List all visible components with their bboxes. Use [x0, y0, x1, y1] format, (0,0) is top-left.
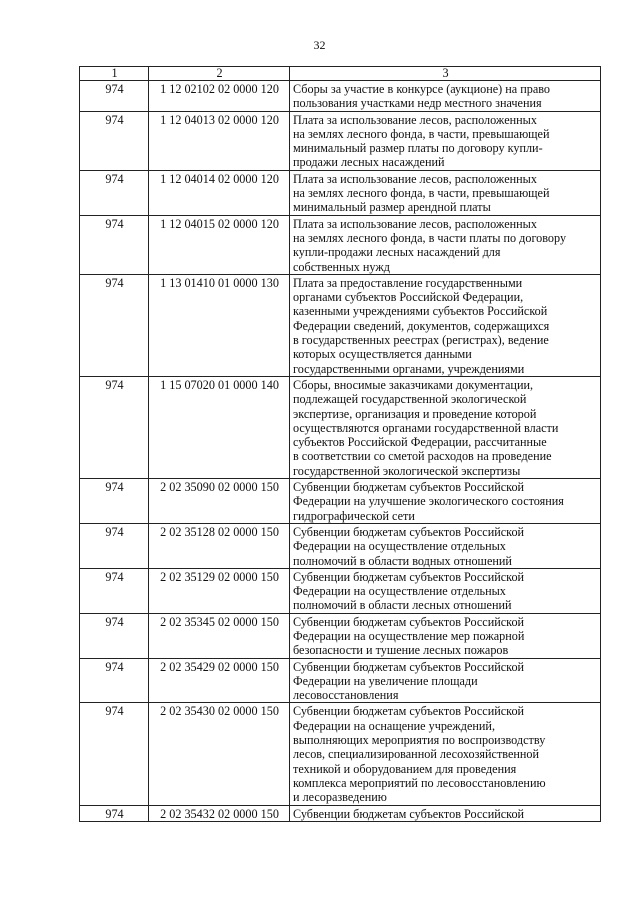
table-header-row: [80, 67, 601, 81]
description-cell: Субвенции бюджетам субъектов Российской Федерации на увеличение площади лесовосстановления: [290, 658, 601, 703]
description-cell: Субвенции бюджетам субъектов Российской Федерации на улучшение экологического состояния гидрографической сети: [290, 479, 601, 524]
budget-code-cell: 2 02 35430 02 0000 150: [149, 703, 290, 805]
description-cell: Плата за использование лесов, расположенных на землях лесного фонда, в части платы по договору купли-продажи лесных насаждений для собственных нужд: [290, 215, 601, 274]
admin-code-cell: 974: [80, 805, 149, 821]
budget-code-cell: 2 02 35090 02 0000 150: [149, 479, 290, 524]
budget-code-cell: 1 12 04015 02 0000 120: [149, 215, 290, 274]
budget-code-cell: 2 02 35432 02 0000 150: [149, 805, 290, 821]
table-row: [80, 658, 601, 703]
description-cell: Сборы за участие в конкурсе (аукционе) на право пользования участками недр местного значения: [290, 81, 601, 112]
budget-code-cell: 2 02 35129 02 0000 150: [149, 568, 290, 613]
table-row: [80, 703, 601, 805]
admin-code-cell: 974: [80, 658, 149, 703]
description-cell: Субвенции бюджетам субъектов Российской Федерации на осуществление отдельных полномочий в области водных отношений: [290, 523, 601, 568]
table-row: [80, 568, 601, 613]
budget-code-cell: 1 12 04013 02 0000 120: [149, 111, 290, 170]
description-cell: Субвенции бюджетам субъектов Российской Федерации на осуществление мер пожарной безопасности и тушение лесных пожаров: [290, 613, 601, 658]
column-header-3: 3: [290, 67, 601, 81]
budget-code-cell: 1 12 02102 02 0000 120: [149, 81, 290, 112]
description-cell: Плата за предоставление государственными органами субъектов Российской Федерации, казенными учреждениями субъектов Российской Федерации сведений, документов, содержащихся в государственных реестрах (регистрах), ведение которых осуществляется данными государственными органами, учреждениями: [290, 274, 601, 376]
budget-code-cell: 2 02 35128 02 0000 150: [149, 523, 290, 568]
description-cell: Сборы, вносимые заказчиками документации, подлежащей государственной экологической экспертизе, организация и проведение которой осуществляются органами государственной власти субъектов Российской Федерации, рассчитанные в соответствии со сметой расходов на проведение государственной экологической экспертизы: [290, 376, 601, 478]
budget-code-cell: 1 13 01410 01 0000 130: [149, 274, 290, 376]
admin-code-cell: 974: [80, 613, 149, 658]
admin-code-cell: 974: [80, 568, 149, 613]
admin-code-cell: 974: [80, 170, 149, 215]
table-row: [80, 274, 601, 376]
description-cell: Субвенции бюджетам субъектов Российской Федерации на осуществление отдельных полномочий в области лесных отношений: [290, 568, 601, 613]
description-cell: Субвенции бюджетам субъектов Российской: [290, 805, 601, 821]
admin-code-cell: 974: [80, 215, 149, 274]
admin-code-cell: 974: [80, 523, 149, 568]
table-row: [80, 170, 601, 215]
revenue-codes-table: [79, 66, 601, 822]
description-cell: Плата за использование лесов, расположенных на землях лесного фонда, в части, превышающей минимальный размер арендной платы: [290, 170, 601, 215]
admin-code-cell: 974: [80, 376, 149, 478]
admin-code-cell: 974: [80, 274, 149, 376]
budget-code-cell: 1 15 07020 01 0000 140: [149, 376, 290, 478]
table-row: [80, 523, 601, 568]
table-row: [80, 805, 601, 821]
budget-code-cell: 1 12 04014 02 0000 120: [149, 170, 290, 215]
table-row: [80, 81, 601, 112]
table-row: [80, 613, 601, 658]
budget-code-cell: 2 02 35429 02 0000 150: [149, 658, 290, 703]
budget-code-cell: 2 02 35345 02 0000 150: [149, 613, 290, 658]
admin-code-cell: 974: [80, 81, 149, 112]
table-row: [80, 479, 601, 524]
description-cell: Плата за использование лесов, расположенных на землях лесного фонда, в части, превышающей минимальный размер платы по договору купли- продажи лесных насаждений: [290, 111, 601, 170]
page-number: 32: [313, 38, 326, 52]
table-row: [80, 215, 601, 274]
column-header-2: 2: [149, 67, 290, 81]
admin-code-cell: 974: [80, 111, 149, 170]
table-row: [80, 376, 601, 478]
description-cell: Субвенции бюджетам субъектов Российской Федерации на оснащение учреждений, выполняющих мероприятия по воспроизводству лесов, специализированной лесохозяйственной техникой и оборудованием для проведения комплекса мероприятий по лесовосстановлению и лесоразведению: [290, 703, 601, 805]
column-header-1: 1: [80, 67, 149, 81]
admin-code-cell: 974: [80, 703, 149, 805]
admin-code-cell: 974: [80, 479, 149, 524]
table-row: [80, 111, 601, 170]
